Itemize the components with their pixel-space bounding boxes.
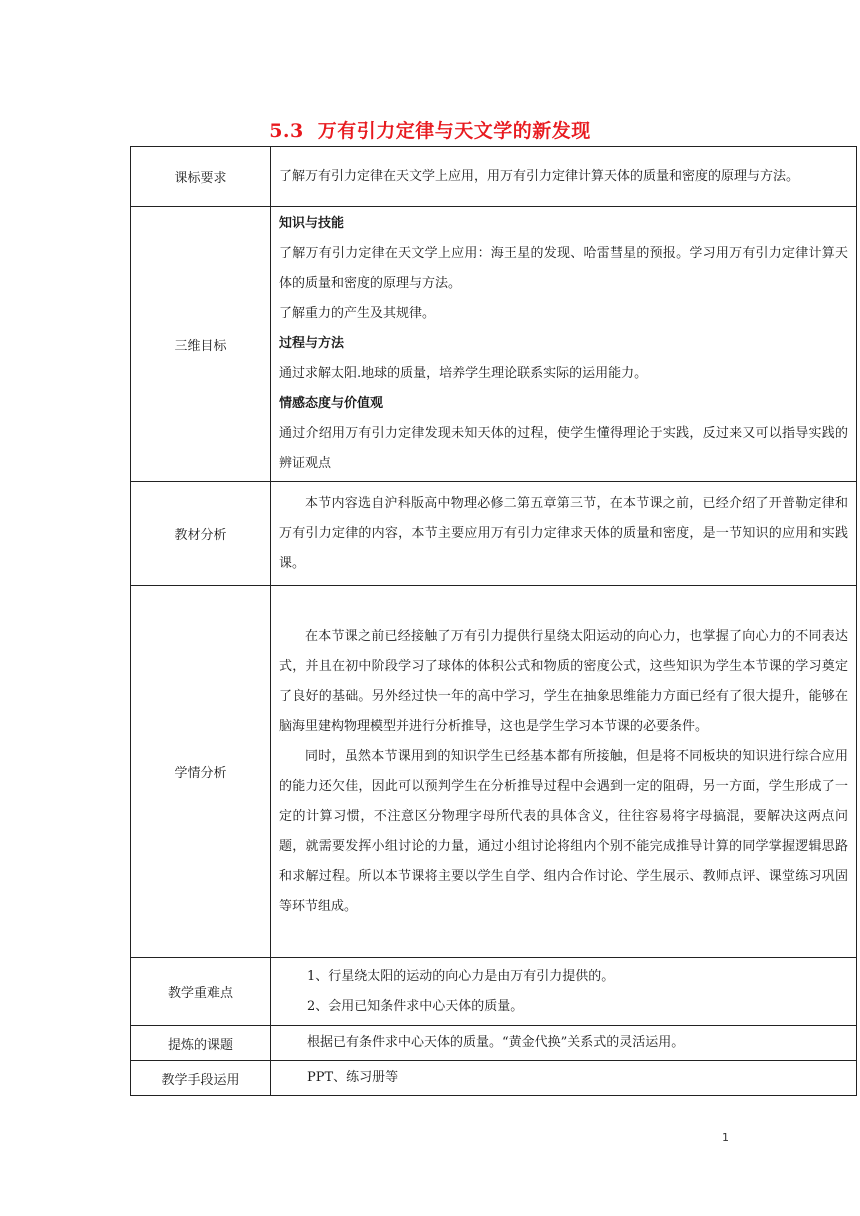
row-standard bbox=[131, 147, 857, 207]
row-means bbox=[131, 1061, 857, 1096]
goal-heading: 知识与技能 bbox=[279, 216, 345, 231]
standard-text: 了解万有引力定律在天文学上应用，用万有引力定律计算天体的质量和密度的原理与方法。 bbox=[279, 168, 800, 184]
row-label: 课标要求 bbox=[131, 147, 271, 207]
row-label: 三维目标 bbox=[131, 207, 271, 482]
page-title bbox=[0, 116, 860, 143]
row-label: 教学手段运用 bbox=[131, 1061, 271, 1096]
lesson-plan-table bbox=[130, 146, 857, 1096]
row-content bbox=[271, 1061, 857, 1096]
students-text: 同时，虽然本节课用到的知识学生已经基本都有所接触，但是将不同板块的知识进行综合应用的能力还欠佳，因此可以预判学生在分析推导过程中会遇到一定的阻碍，另一方面，学生形成了一定的计算习惯，不注意区分物理字母所代表的具体含义，往往容易将字母搞混，要解决这两点问题，就需要发挥小组讨论的力量，通过小组讨论将组内个别不能完成推导计算的同学掌握逻辑思路和求解过程。所以本节课将主要以学生自学、组内合作讨论、学生展示、教师点评、课堂练习巩固等环节组成。 bbox=[279, 748, 848, 914]
row-label: 教材分析 bbox=[131, 482, 271, 586]
row-label: 教学重难点 bbox=[131, 958, 271, 1026]
row-content bbox=[271, 147, 857, 207]
keypoint-item: 2、会用已知条件求中心天体的质量。 bbox=[307, 998, 524, 1014]
row-keypoints bbox=[131, 958, 857, 1026]
goal-heading: 情感态度与价值观 bbox=[279, 396, 384, 411]
row-content bbox=[271, 586, 857, 958]
goal-text: 通过介绍用万有引力定律发现未知天体的过程，使学生懂得理论于实践，反过来又可以指导实践的辨证观点 bbox=[279, 426, 848, 471]
row-material bbox=[131, 482, 857, 586]
section-number: 5.3 bbox=[269, 120, 304, 142]
keypoint-item: 1、行星绕太阳的运动的向心力是由万有引力提供的。 bbox=[307, 968, 615, 984]
means-text: PPT、练习册等 bbox=[307, 1070, 399, 1085]
row-content bbox=[271, 482, 857, 586]
students-text: 在本节课之前已经接触了万有引力提供行星绕太阳运动的向心力，也掌握了向心力的不同表达式，并且在初中阶段学习了球体的体积公式和物质的密度公式，这些知识为学生本节课的学习奠定了良好的基础。另外经过快一年的高中学习，学生在抽象思维能力方面已经有了很大提升，能够在脑海里建构物理模型并进行分析推导，这也是学生学习本节课的必要条件。 bbox=[279, 628, 848, 734]
material-text: 本节内容选自沪科版高中物理必修二第五章第三节，在本节课之前，已经介绍了开普勒定律和万有引力定律的内容，本节主要应用万有引力定律求天体的质量和密度，是一节知识的应用和实践课。 bbox=[279, 495, 848, 571]
row-content bbox=[271, 958, 857, 1026]
row-label: 学情分析 bbox=[131, 586, 271, 958]
row-topic bbox=[131, 1026, 857, 1061]
topic-text: 根据已有条件求中心天体的质量。“黄金代换”关系式的灵活运用。 bbox=[307, 1035, 685, 1050]
row-label: 提炼的课题 bbox=[131, 1026, 271, 1061]
row-content bbox=[271, 1026, 857, 1061]
row-goals bbox=[131, 207, 857, 482]
row-students bbox=[131, 586, 857, 958]
goal-heading: 过程与方法 bbox=[279, 336, 345, 351]
row-content bbox=[271, 207, 857, 482]
goal-text: 了解重力的产生及其规律。 bbox=[279, 306, 436, 321]
page-number: 1 bbox=[722, 1131, 729, 1144]
goal-text: 通过求解太阳.地球的质量，培养学生理论联系实际的运用能力。 bbox=[279, 366, 648, 381]
goal-text: 了解万有引力定律在天文学上应用：海王星的发现、哈雷彗星的预报。学习用万有引力定律计算天体的质量和密度的原理与方法。 bbox=[279, 246, 848, 291]
section-title: 万有引力定律与天文学的新发现 bbox=[317, 120, 591, 142]
